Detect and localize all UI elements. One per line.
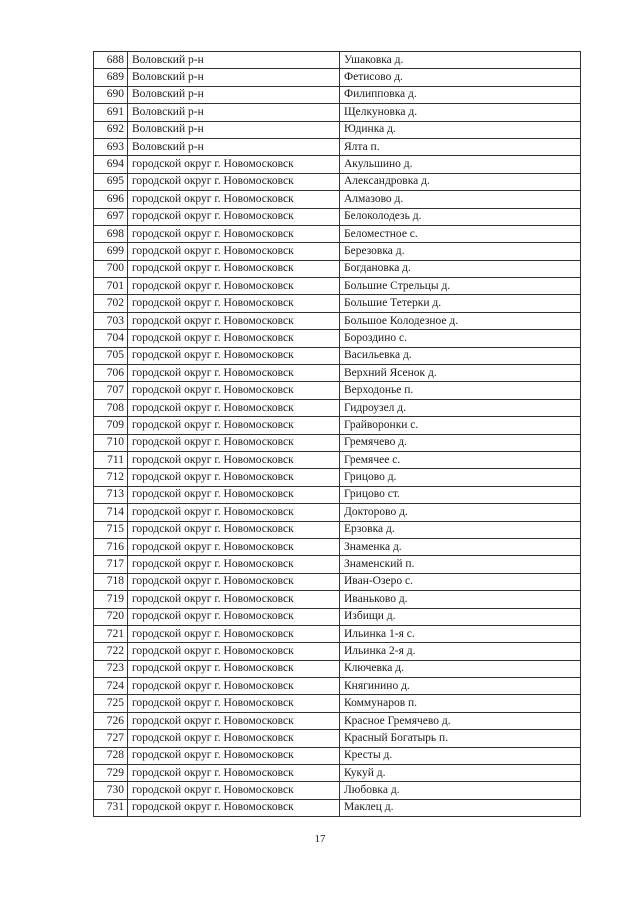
settlement-cell: Ерзовка д. bbox=[340, 521, 581, 538]
row-number-cell: 699 bbox=[94, 243, 128, 260]
district-cell: городской округ г. Новомосковск bbox=[128, 365, 340, 382]
row-number-cell: 691 bbox=[94, 104, 128, 121]
district-cell: городской округ г. Новомосковск bbox=[128, 156, 340, 173]
table-row bbox=[94, 625, 581, 642]
district-cell: городской округ г. Новомосковск bbox=[128, 312, 340, 329]
table-row bbox=[94, 86, 581, 103]
table-row bbox=[94, 312, 581, 329]
row-number-cell: 727 bbox=[94, 730, 128, 747]
district-cell: городской округ г. Новомосковск bbox=[128, 191, 340, 208]
settlement-cell: Ильинка 2-я д. bbox=[340, 643, 581, 660]
settlement-cell: Большое Колодезное д. bbox=[340, 312, 581, 329]
row-number-cell: 715 bbox=[94, 521, 128, 538]
district-cell: городской округ г. Новомосковск bbox=[128, 678, 340, 695]
district-cell: городской округ г. Новомосковск bbox=[128, 451, 340, 468]
row-number-cell: 712 bbox=[94, 469, 128, 486]
district-cell: городской округ г. Новомосковск bbox=[128, 538, 340, 555]
table-row bbox=[94, 434, 581, 451]
row-number-cell: 723 bbox=[94, 660, 128, 677]
district-cell: городской округ г. Новомосковск bbox=[128, 521, 340, 538]
settlement-cell: Ильинка 1-я с. bbox=[340, 625, 581, 642]
page-number: 17 bbox=[314, 833, 326, 845]
district-cell: городской округ г. Новомосковск bbox=[128, 747, 340, 764]
settlement-cell: Грицово д. bbox=[340, 469, 581, 486]
table-row bbox=[94, 52, 581, 69]
settlement-cell: Красное Гремячево д. bbox=[340, 712, 581, 729]
row-number-cell: 688 bbox=[94, 52, 128, 69]
row-number-cell: 731 bbox=[94, 799, 128, 816]
district-cell: городской округ г. Новомосковск bbox=[128, 625, 340, 642]
settlement-cell: Ялта п. bbox=[340, 138, 581, 155]
table-row bbox=[94, 730, 581, 747]
district-cell: Воловский р-н bbox=[128, 138, 340, 155]
row-number-cell: 724 bbox=[94, 678, 128, 695]
settlement-cell: Гидроузел д. bbox=[340, 399, 581, 416]
row-number-cell: 697 bbox=[94, 208, 128, 225]
row-number-cell: 693 bbox=[94, 138, 128, 155]
district-cell: Воловский р-н bbox=[128, 86, 340, 103]
table-row bbox=[94, 712, 581, 729]
row-number-cell: 690 bbox=[94, 86, 128, 103]
row-number-cell: 705 bbox=[94, 347, 128, 364]
settlement-cell: Беломестное с. bbox=[340, 225, 581, 242]
table-row bbox=[94, 504, 581, 521]
settlement-cell: Знаменский п. bbox=[340, 556, 581, 573]
district-cell: городской округ г. Новомосковск bbox=[128, 208, 340, 225]
settlement-cell: Иваньково д. bbox=[340, 591, 581, 608]
table-row bbox=[94, 765, 581, 782]
district-cell: городской округ г. Новомосковск bbox=[128, 225, 340, 242]
table-row bbox=[94, 399, 581, 416]
district-cell: городской округ г. Новомосковск bbox=[128, 260, 340, 277]
settlement-cell: Грайворонки с. bbox=[340, 417, 581, 434]
row-number-cell: 720 bbox=[94, 608, 128, 625]
district-cell: городской округ г. Новомосковск bbox=[128, 434, 340, 451]
district-cell: городской округ г. Новомосковск bbox=[128, 782, 340, 799]
table-row bbox=[94, 382, 581, 399]
row-number-cell: 700 bbox=[94, 260, 128, 277]
settlement-cell: Александровка д. bbox=[340, 173, 581, 190]
row-number-cell: 714 bbox=[94, 504, 128, 521]
row-number-cell: 707 bbox=[94, 382, 128, 399]
district-cell: городской округ г. Новомосковск bbox=[128, 608, 340, 625]
table-row bbox=[94, 678, 581, 695]
table-row bbox=[94, 225, 581, 242]
settlement-cell: Иван-Озеро с. bbox=[340, 573, 581, 590]
row-number-cell: 716 bbox=[94, 538, 128, 555]
district-cell: городской округ г. Новомосковск bbox=[128, 556, 340, 573]
settlement-cell: Грицово ст. bbox=[340, 486, 581, 503]
table-row bbox=[94, 295, 581, 312]
district-cell: городской округ г. Новомосковск bbox=[128, 765, 340, 782]
settlement-cell: Знаменка д. bbox=[340, 538, 581, 555]
district-cell: городской округ г. Новомосковск bbox=[128, 295, 340, 312]
district-cell: городской округ г. Новомосковск bbox=[128, 486, 340, 503]
table-row bbox=[94, 556, 581, 573]
district-cell: городской округ г. Новомосковск bbox=[128, 643, 340, 660]
settlement-cell: Красный Богатырь п. bbox=[340, 730, 581, 747]
table-row bbox=[94, 104, 581, 121]
table-row bbox=[94, 451, 581, 468]
table-row bbox=[94, 486, 581, 503]
row-number-cell: 694 bbox=[94, 156, 128, 173]
settlement-cell: Филипповка д. bbox=[340, 86, 581, 103]
row-number-cell: 706 bbox=[94, 365, 128, 382]
district-cell: городской округ г. Новомосковск bbox=[128, 504, 340, 521]
settlement-cell: Гремячево д. bbox=[340, 434, 581, 451]
district-cell: городской округ г. Новомосковск bbox=[128, 417, 340, 434]
row-number-cell: 730 bbox=[94, 782, 128, 799]
district-cell: городской округ г. Новомосковск bbox=[128, 730, 340, 747]
row-number-cell: 728 bbox=[94, 747, 128, 764]
table-row bbox=[94, 173, 581, 190]
settlement-cell: Княгинино д. bbox=[340, 678, 581, 695]
row-number-cell: 717 bbox=[94, 556, 128, 573]
table-row bbox=[94, 417, 581, 434]
row-number-cell: 702 bbox=[94, 295, 128, 312]
row-number-cell: 721 bbox=[94, 625, 128, 642]
settlement-cell: Щелкуновка д. bbox=[340, 104, 581, 121]
settlement-cell: Верхний Ясенок д. bbox=[340, 365, 581, 382]
table-row bbox=[94, 243, 581, 260]
settlement-cell: Кресты д. bbox=[340, 747, 581, 764]
district-cell: городской округ г. Новомосковск bbox=[128, 591, 340, 608]
settlement-cell: Березовка д. bbox=[340, 243, 581, 260]
district-cell: Воловский р-н bbox=[128, 52, 340, 69]
row-number-cell: 704 bbox=[94, 330, 128, 347]
row-number-cell: 701 bbox=[94, 278, 128, 295]
settlement-cell: Гремячее с. bbox=[340, 451, 581, 468]
row-number-cell: 719 bbox=[94, 591, 128, 608]
table-row bbox=[94, 521, 581, 538]
settlement-cell: Богдановка д. bbox=[340, 260, 581, 277]
district-cell: городской округ г. Новомосковск bbox=[128, 712, 340, 729]
district-cell: городской округ г. Новомосковск bbox=[128, 382, 340, 399]
settlement-cell: Большие Тетерки д. bbox=[340, 295, 581, 312]
settlements-table bbox=[93, 51, 581, 817]
table-row bbox=[94, 121, 581, 138]
district-cell: Воловский р-н bbox=[128, 121, 340, 138]
row-number-cell: 725 bbox=[94, 695, 128, 712]
settlement-cell: Бороздино с. bbox=[340, 330, 581, 347]
table-row bbox=[94, 208, 581, 225]
table-row bbox=[94, 138, 581, 155]
settlement-cell: Кукуй д. bbox=[340, 765, 581, 782]
row-number-cell: 722 bbox=[94, 643, 128, 660]
settlement-cell: Большие Стрельцы д. bbox=[340, 278, 581, 295]
settlement-cell: Васильевка д. bbox=[340, 347, 581, 364]
settlement-cell: Ключевка д. bbox=[340, 660, 581, 677]
row-number-cell: 696 bbox=[94, 191, 128, 208]
settlement-cell: Юдинка д. bbox=[340, 121, 581, 138]
row-number-cell: 708 bbox=[94, 399, 128, 416]
settlement-cell: Ушаковка д. bbox=[340, 52, 581, 69]
row-number-cell: 692 bbox=[94, 121, 128, 138]
row-number-cell: 698 bbox=[94, 225, 128, 242]
row-number-cell: 718 bbox=[94, 573, 128, 590]
district-cell: городской округ г. Новомосковск bbox=[128, 330, 340, 347]
settlement-cell: Избищи д. bbox=[340, 608, 581, 625]
table-row bbox=[94, 156, 581, 173]
row-number-cell: 726 bbox=[94, 712, 128, 729]
district-cell: городской округ г. Новомосковск bbox=[128, 347, 340, 364]
table-row bbox=[94, 660, 581, 677]
table-row bbox=[94, 695, 581, 712]
settlement-cell: Докторово д. bbox=[340, 504, 581, 521]
settlement-cell: Маклец д. bbox=[340, 799, 581, 816]
district-cell: городской округ г. Новомосковск bbox=[128, 173, 340, 190]
district-cell: городской округ г. Новомосковск bbox=[128, 399, 340, 416]
settlement-cell: Белоколодезь д. bbox=[340, 208, 581, 225]
table-row bbox=[94, 591, 581, 608]
row-number-cell: 695 bbox=[94, 173, 128, 190]
district-cell: городской округ г. Новомосковск bbox=[128, 660, 340, 677]
row-number-cell: 711 bbox=[94, 451, 128, 468]
table-row bbox=[94, 469, 581, 486]
district-cell: городской округ г. Новомосковск bbox=[128, 695, 340, 712]
settlement-cell: Алмазово д. bbox=[340, 191, 581, 208]
table-row bbox=[94, 782, 581, 799]
table-row bbox=[94, 538, 581, 555]
table-row bbox=[94, 69, 581, 86]
settlement-cell: Коммунаров п. bbox=[340, 695, 581, 712]
district-cell: городской округ г. Новомосковск bbox=[128, 278, 340, 295]
row-number-cell: 689 bbox=[94, 69, 128, 86]
table-row bbox=[94, 799, 581, 816]
row-number-cell: 703 bbox=[94, 312, 128, 329]
table-row bbox=[94, 608, 581, 625]
row-number-cell: 713 bbox=[94, 486, 128, 503]
table-row bbox=[94, 573, 581, 590]
table-row bbox=[94, 347, 581, 364]
district-cell: Воловский р-н bbox=[128, 69, 340, 86]
table-row bbox=[94, 747, 581, 764]
settlements-table-body bbox=[94, 52, 581, 817]
settlement-cell: Любовка д. bbox=[340, 782, 581, 799]
row-number-cell: 709 bbox=[94, 417, 128, 434]
table-row bbox=[94, 330, 581, 347]
table-row bbox=[94, 643, 581, 660]
settlement-cell: Фетисово д. bbox=[340, 69, 581, 86]
district-cell: Воловский р-н bbox=[128, 104, 340, 121]
district-cell: городской округ г. Новомосковск bbox=[128, 469, 340, 486]
table-row bbox=[94, 365, 581, 382]
settlement-cell: Верходонье п. bbox=[340, 382, 581, 399]
district-cell: городской округ г. Новомосковск bbox=[128, 799, 340, 816]
district-cell: городской округ г. Новомосковск bbox=[128, 573, 340, 590]
table-row bbox=[94, 191, 581, 208]
district-cell: городской округ г. Новомосковск bbox=[128, 243, 340, 260]
table-row bbox=[94, 278, 581, 295]
row-number-cell: 729 bbox=[94, 765, 128, 782]
settlement-cell: Акульшино д. bbox=[340, 156, 581, 173]
row-number-cell: 710 bbox=[94, 434, 128, 451]
table-row bbox=[94, 260, 581, 277]
